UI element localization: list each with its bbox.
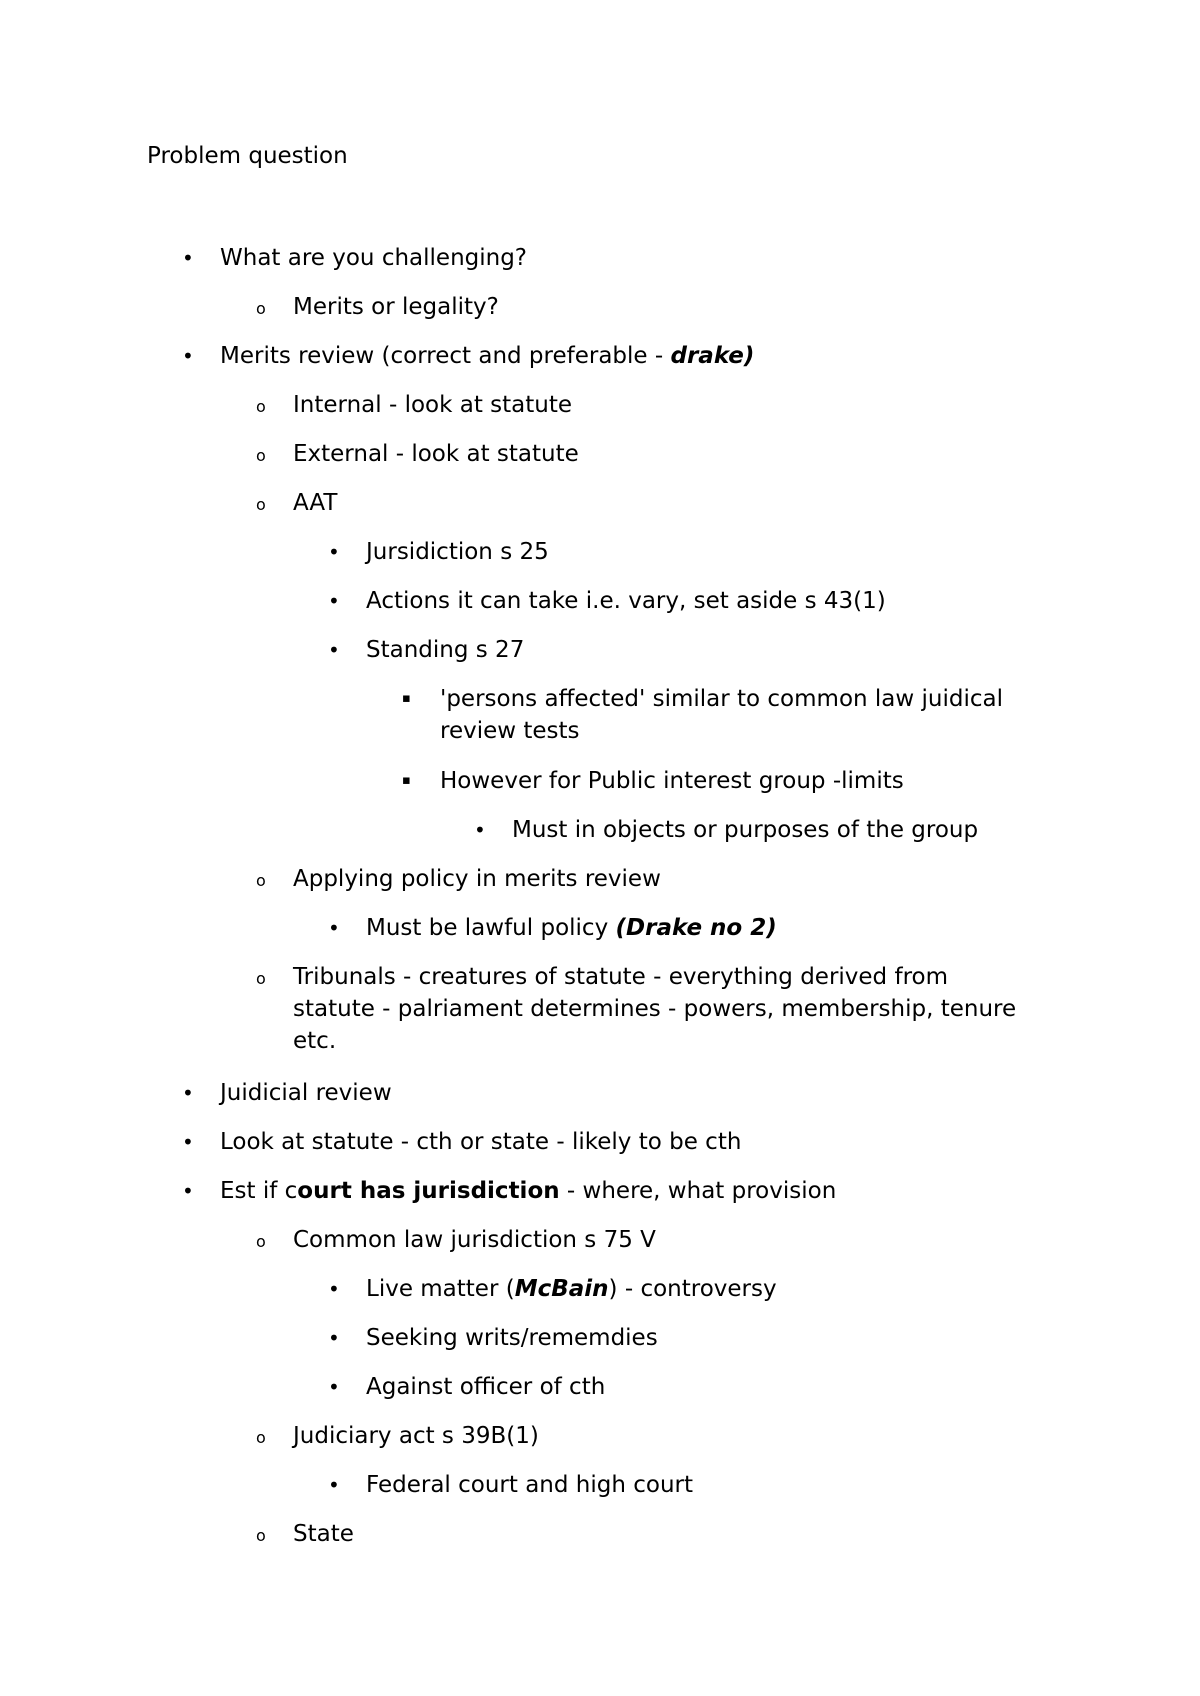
list-item <box>182 242 528 274</box>
list-item-text: Internal - look at statute <box>293 392 573 418</box>
list-item <box>256 1518 354 1550</box>
list-item <box>256 863 661 895</box>
list-item-text-line: 'persons affected' similar to common law juidical <box>440 686 1003 712</box>
bold-phrase: ourt has jurisdiction <box>297 1178 560 1204</box>
bullet-disc: • <box>474 818 486 842</box>
list-item-text: Against officer of cth <box>366 1374 606 1400</box>
list-item-text: External - look at statute <box>293 441 579 467</box>
list-item-text-line: Tribunals - creatures of statute - everything derived from <box>293 964 948 990</box>
list-item-text: Applying policy in merits review <box>293 866 661 892</box>
bullet-circle: o <box>256 495 266 514</box>
list-item-text: Merits or legality? <box>293 294 499 320</box>
list-item <box>256 291 499 323</box>
list-item-text: Look at statute - cth or state - likely to be cth <box>220 1129 742 1155</box>
list-item <box>328 1273 777 1305</box>
list-item-text: AAT <box>293 490 338 516</box>
list-item-text: Merits review (correct and preferable - drake) <box>220 343 755 369</box>
list-item <box>256 1420 539 1452</box>
case-name: McBain <box>514 1276 609 1302</box>
bullet-disc: • <box>182 1179 194 1203</box>
case-name: drake) <box>670 343 755 369</box>
list-item-text: Federal court and high court <box>366 1472 694 1498</box>
list-item <box>256 961 1017 1057</box>
bullet-square: ▪ <box>402 691 411 706</box>
bullet-circle: o <box>256 1526 266 1545</box>
bullet-disc: • <box>182 246 194 270</box>
list-item-text: What are you challenging? <box>220 245 528 271</box>
list-item-text: Must be lawful policy (Drake no 2) <box>366 915 777 941</box>
bullet-disc: • <box>328 540 340 564</box>
bullet-disc: • <box>328 1375 340 1399</box>
list-item <box>182 340 755 372</box>
bullet-circle: o <box>256 1428 266 1447</box>
list-item-text: Judiciary act s 39B(1) <box>293 1423 539 1449</box>
list-item <box>182 1077 392 1109</box>
bullet-disc: • <box>182 1130 194 1154</box>
list-item <box>402 683 1003 747</box>
bullet-disc: • <box>328 916 340 940</box>
list-item-text: Juidicial review <box>220 1080 392 1106</box>
bullet-disc: • <box>328 1326 340 1350</box>
list-item <box>256 389 573 421</box>
list-item-text: Live matter (McBain) - controversy <box>366 1276 777 1302</box>
bullet-disc: • <box>182 1081 194 1105</box>
bullet-disc: • <box>328 638 340 662</box>
list-item <box>182 1175 837 1207</box>
list-item-text: Common law jurisdiction s 75 V <box>293 1227 656 1253</box>
bullet-square: ▪ <box>402 773 411 788</box>
bullet-circle: o <box>256 397 266 416</box>
list-item-text-line: review tests <box>440 718 580 744</box>
bullet-disc: • <box>328 1277 340 1301</box>
list-item <box>182 1126 742 1158</box>
list-item-text: Standing s 27 <box>366 637 525 663</box>
list-item-text: Seeking writs/rememdies <box>366 1325 658 1351</box>
list-item <box>256 487 338 519</box>
list-item <box>328 1322 658 1354</box>
bullet-circle: o <box>256 446 266 465</box>
bullet-circle: o <box>256 871 266 890</box>
list-item <box>328 912 777 944</box>
list-item-text: Jursidiction s 25 <box>366 539 549 565</box>
bullet-circle: o <box>256 1232 266 1251</box>
list-item <box>402 765 904 797</box>
list-item <box>256 438 579 470</box>
list-item-text: Est if court has jurisdiction - where, what provision <box>220 1178 837 1204</box>
bullet-disc: • <box>328 589 340 613</box>
list-item <box>474 814 979 846</box>
list-item-text: Actions it can take i.e. vary, set aside s 43(1) <box>366 588 886 614</box>
list-item <box>328 585 886 617</box>
bullet-circle: o <box>256 299 266 318</box>
bullet-disc: • <box>182 344 194 368</box>
document-title: Problem question <box>147 143 348 169</box>
list-item-text-line: statute - palriament determines - powers, membership, tenure <box>293 996 1017 1022</box>
case-name: (Drake no 2) <box>615 915 777 941</box>
list-item <box>256 1224 656 1256</box>
list-item <box>328 536 549 568</box>
list-item <box>328 1371 606 1403</box>
list-item-text: Must in objects or purposes of the group <box>512 817 979 843</box>
bullet-circle: o <box>256 969 266 988</box>
list-item <box>328 634 525 666</box>
list-item-text: State <box>293 1521 354 1547</box>
list-item-text: However for Public interest group -limits <box>440 768 904 794</box>
list-item <box>328 1469 694 1501</box>
list-item-text-line: etc. <box>293 1028 337 1054</box>
bullet-disc: • <box>328 1473 340 1497</box>
